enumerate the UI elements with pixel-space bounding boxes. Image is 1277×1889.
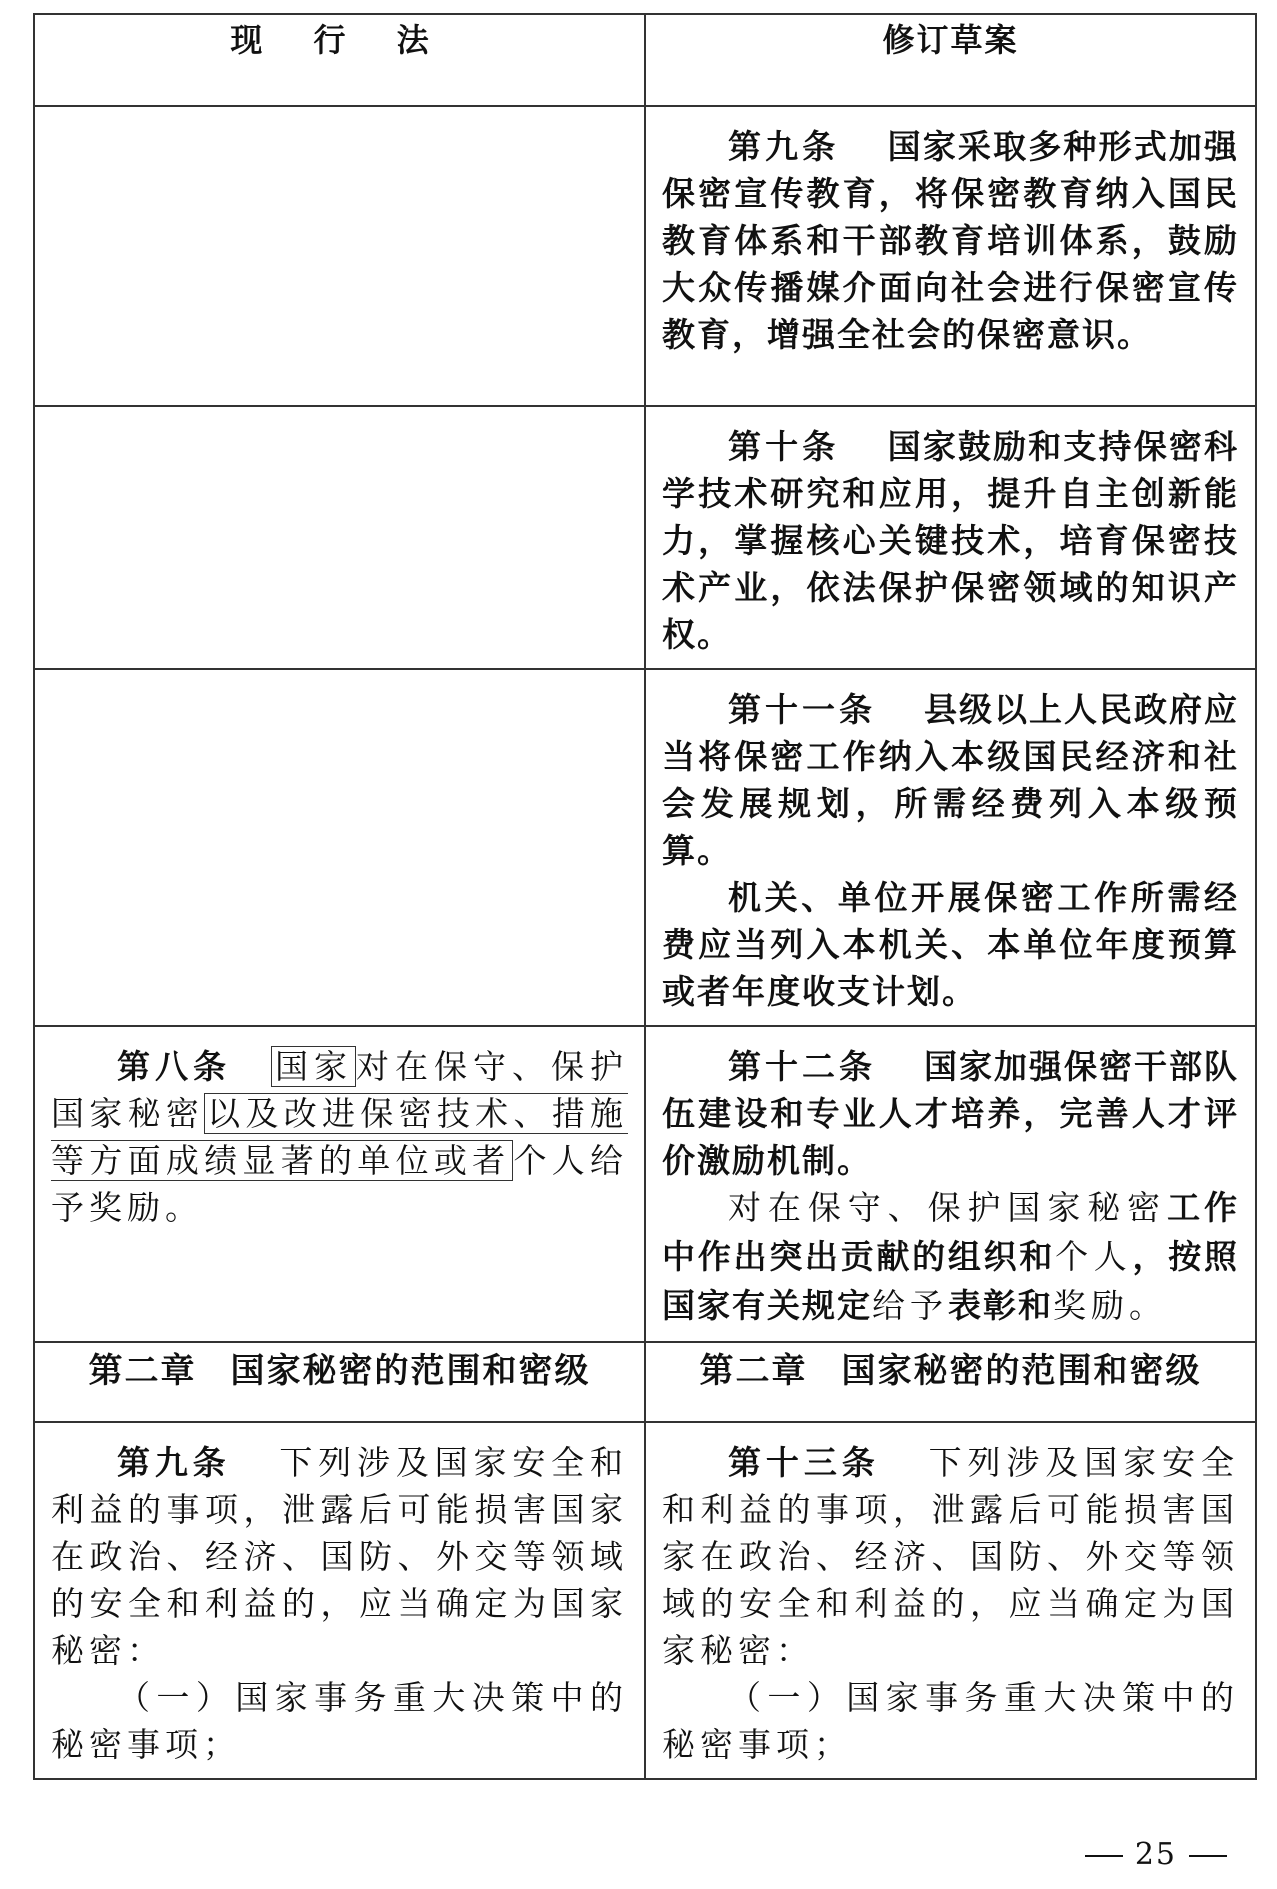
article-number: 第十一条 <box>728 690 876 729</box>
draft-article-11 <box>662 686 1239 874</box>
added-text: 工作中作出突出贡献的组织和 <box>662 1188 1240 1276</box>
comparison-table <box>33 13 1257 1780</box>
dash-left <box>1085 1855 1123 1857</box>
draft-article-13-item-1: （一）国家事务重大决策中的秘密事项； <box>662 1678 1239 1764</box>
draft-article-9 <box>662 123 1239 358</box>
dash-right <box>1189 1855 1227 1857</box>
header-current-law: 现 行 法 <box>34 14 645 106</box>
article-text: 县级以上人民政府应当将保密工作纳入本级国民经济和社会发展规划，所需经费列入本级预算。 <box>662 690 1239 870</box>
chapter-number: 第二章 <box>88 1351 197 1391</box>
document-page <box>33 13 1255 1780</box>
unchanged-text: 给予 <box>872 1286 948 1325</box>
current-article-8 <box>51 1043 628 1231</box>
deleted-text-box: 以及改进保密技术、措施等方面成绩显著的单位或者 <box>51 1094 629 1180</box>
chapter-heading-left <box>34 1342 645 1422</box>
header-revision-draft: 修订草案 <box>645 14 1256 106</box>
added-text: 表彰和 <box>948 1286 1053 1325</box>
current-article-9-item-1: （一）国家事务重大决策中的秘密事项； <box>51 1678 628 1764</box>
draft-cell <box>645 406 1256 669</box>
article-number: 第十条 <box>728 427 840 466</box>
article-number: 第九条 <box>728 127 840 166</box>
table-row <box>34 406 1256 669</box>
article-number: 第十三条 <box>728 1443 880 1482</box>
chapter-heading-right <box>645 1342 1256 1422</box>
page-number-value: 25 <box>1134 1837 1177 1872</box>
unchanged-text: 对在保守、保护国家秘密 <box>728 1188 1168 1227</box>
article-number: 第十二条 <box>728 1047 876 1086</box>
draft-article-10 <box>662 423 1239 658</box>
table-row <box>34 669 1256 1026</box>
table-row <box>34 1026 1256 1342</box>
current-law-cell-empty <box>34 406 645 669</box>
unchanged-text: 个人 <box>1055 1237 1133 1276</box>
article-text: 下列涉及国家安全和利益的事项，泄露后可能损害国家在政治、经济、国防、外交等领域的安全和利益的，应当确定为国家秘密： <box>662 1443 1240 1670</box>
draft-cell <box>645 669 1256 1026</box>
current-article-9 <box>51 1439 628 1674</box>
current-law-cell <box>34 1422 645 1779</box>
draft-article-11-para-2: 机关、单位开展保密工作所需经费应当列入本机关、本单位年度预算或者年度收支计划。 <box>662 878 1239 1011</box>
page-number <box>1073 1837 1239 1872</box>
draft-cell <box>645 106 1256 406</box>
table-header-row <box>34 14 1256 106</box>
draft-cell <box>645 1422 1256 1779</box>
draft-article-12 <box>662 1043 1239 1184</box>
article-number: 第八条 <box>117 1047 231 1086</box>
article-text: 对在保守、保护国家秘密 <box>51 1047 628 1133</box>
deleted-text-box: 国家 <box>271 1046 356 1087</box>
draft-cell <box>645 1026 1256 1342</box>
table-row <box>34 1422 1256 1779</box>
article-number: 第九条 <box>117 1443 231 1482</box>
article-text: 国家采取多种形式加强保密宣传教育，将保密教育纳入国民教育体系和干部教育培训体系，鼓励大众传播媒介面向社会进行保密宣传教育，增强全社会的保密意识。 <box>662 127 1240 354</box>
draft-article-13 <box>662 1439 1239 1674</box>
draft-article-12-para-2 <box>662 1184 1239 1331</box>
chapter-row <box>34 1342 1256 1422</box>
added-text: ，按照国家有关规定 <box>662 1237 1240 1325</box>
chapter-title: 国家秘密的范围和密级 <box>230 1351 591 1391</box>
article-text: 个人给予奖励。 <box>51 1141 629 1227</box>
unchanged-text: 奖励。 <box>1053 1286 1167 1325</box>
article-text: 下列涉及国家安全和利益的事项，泄露后可能损害国家在政治、经济、国防、外交等领域的安全和利益的，应当确定为国家秘密： <box>51 1443 628 1670</box>
current-law-cell-empty <box>34 669 645 1026</box>
chapter-title: 国家秘密的范围和密级 <box>841 1351 1202 1391</box>
current-law-cell <box>34 1026 645 1342</box>
chapter-number: 第二章 <box>699 1351 808 1391</box>
table-row <box>34 106 1256 406</box>
current-law-cell-empty <box>34 106 645 406</box>
article-text: 国家鼓励和支持保密科学技术研究和应用，提升自主创新能力，掌握核心关键技术，培育保密技术产业，依法保护保密领域的知识产权。 <box>662 427 1240 654</box>
article-text: 国家加强保密干部队伍建设和专业人才培养，完善人才评价激励机制。 <box>662 1047 1239 1180</box>
